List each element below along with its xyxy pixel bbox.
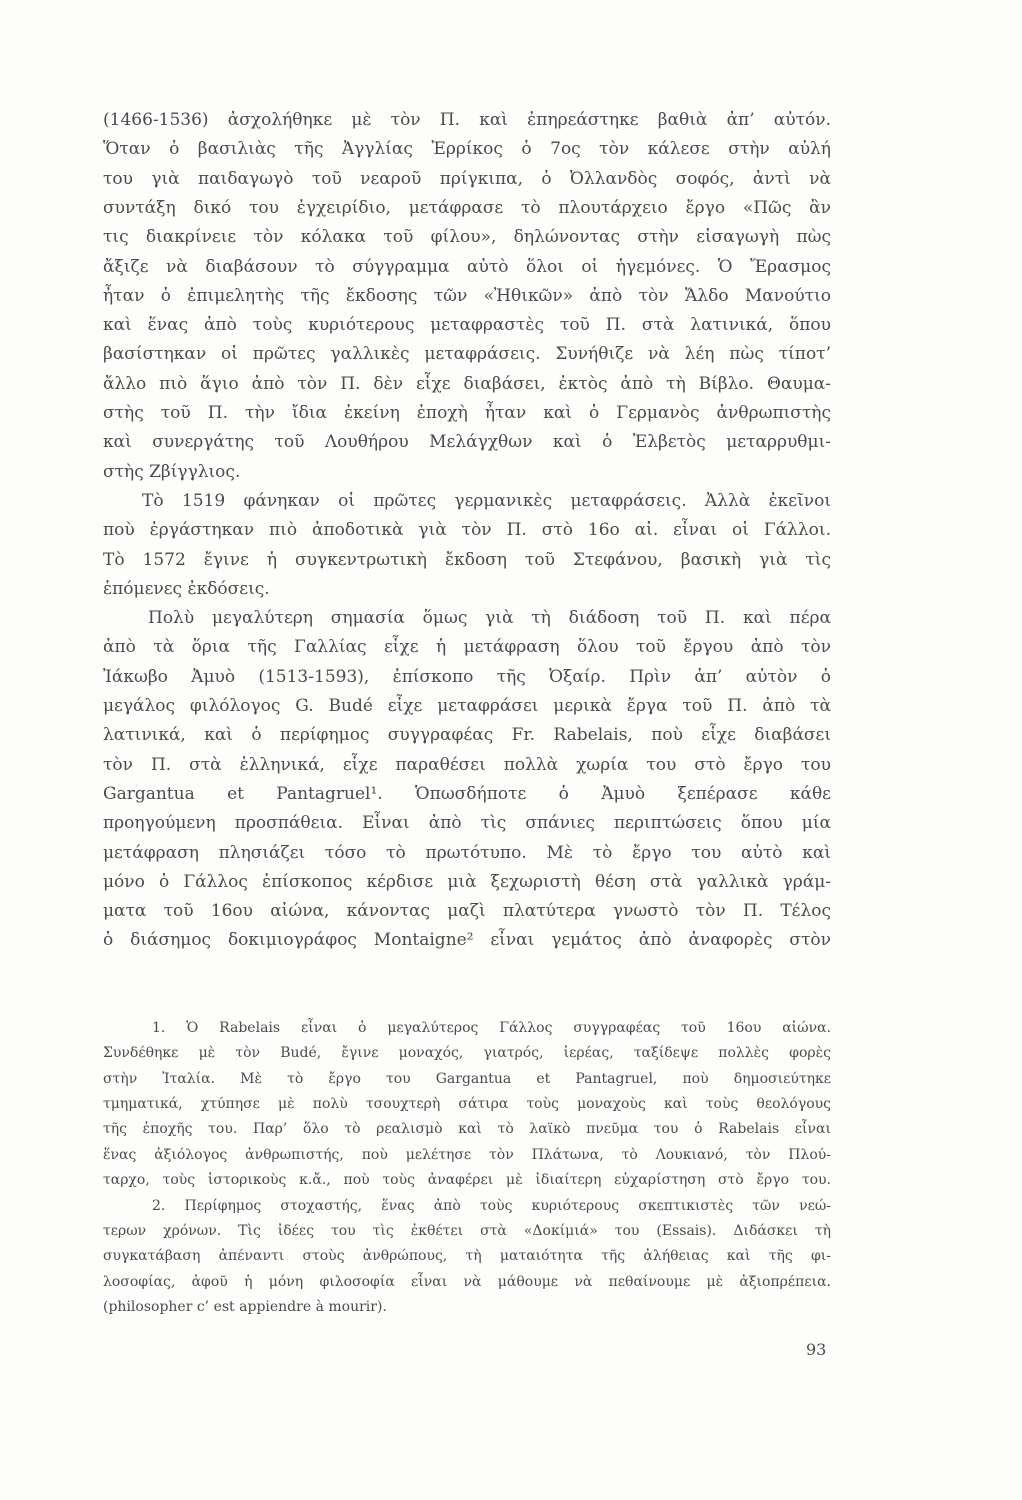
body-line: (1466-1536) ἀσχολήθηκε μὲ τὸν Π. καὶ ἐπηρεάστηκε βαθιὰ ἀπ’ αὐτόν. [103,110,831,130]
footnote-line: τῆς ἐποχῆς του. Παρ’ ὅλο τὸ ρεαλισμὸ καὶ τὸ λαϊκὸ πνεῦμα του ὁ Rabelais εἶναι [103,1121,831,1137]
body-line: ἄλλο πιὸ ἅγιο ἀπὸ τὸν Π. δὲν εἶχε διαβάσει, ἐκτὸς ἀπὸ τὴ Βίβλο. Θαυμα- [103,374,831,394]
footnote-line: 2. Περίφημος στοχαστής, ἕνας ἀπὸ τοὺς κυριότερους σκεπτικιστὲς τῶν νεώ- [152,1198,831,1214]
footnote-line: ταρχο, τοὺς ἱστορικοὺς κ.ἄ., ποὺ τοὺς ἀναφέρει μὲ ἰδιαίτερη εὐχαρίστηση στὸ ἔργο του. [103,1172,831,1188]
body-line: καὶ ἕνας ἀπὸ τοὺς κυριότερους μεταφραστὲς τοῦ Π. στὰ λατινικά, ὅπου [103,315,831,335]
body-line: προηγούμενη προσπάθεια. Εἶναι ἀπὸ τὶς σπάνιες περιπτώσεις ὅπου μία [103,813,831,833]
body-line: μόνο ὁ Γάλλος ἐπίσκοπος κέρδισε μιὰ ξεχωριστὴ θέση στὰ γαλλικὰ γράμ- [103,872,831,892]
body-line: Πολὺ μεγαλύτερη σημασία ὅμως γιὰ τὴ διάδοση τοῦ Π. καὶ πέρα [148,608,831,628]
footnote-line: (philosopher c’ est appiendre à mourir). [103,1299,387,1315]
body-line: στὴς τοῦ Π. τὴν ἴδια ἐκείνη ἐποχὴ ἦταν καὶ ὁ Γερμανὸς ἀνθρωπιστὴς [103,403,831,423]
body-line: τὸν Π. στὰ ἑλληνικά, εἶχε παραθέσει πολλὰ χωρία του στὸ ἔργο του [103,755,831,775]
footnote-line: τμηματικά, χτύπησε μὲ πολὺ τσουχτερὴ σάτιρα τοὺς μοναχοὺς καὶ τοὺς θεολόγους [103,1096,831,1112]
footnote-line: λοσοφίας, ἀφοῦ ἡ μόνη φιλοσοφία εἶναι νὰ μάθουμε νὰ πεθαίνουμε μὲ ἀξιοπρέπεια. [103,1274,831,1290]
page-number: 93 [806,1340,827,1359]
body-line: Τὸ 1572 ἔγινε ἡ συγκεντρωτικὴ ἔκδοση τοῦ Στεφάνου, βασικὴ γιὰ τὶς [103,550,831,570]
body-line: τις διακρίνειε τὸν κόλακα τοῦ φίλου», δηλώνοντας στὴν εἰσαγωγὴ πὼς [103,227,831,247]
body-line: βασίστηκαν οἱ πρῶτες γαλλικὲς μεταφράσεις. Συνήθιζε νὰ λέη πὼς τίποτ’ [103,344,831,364]
footnote-line: συγκατάβαση ἀπέναντι στοὺς ἀνθρώπους, τὴ ματαιότητα τῆς ἀλήθειας καὶ τῆς φι- [103,1248,831,1264]
body-line: του γιὰ παιδαγωγὸ τοῦ νεαροῦ πρίγκιπα, ὁ Ὀλλανδὸς σοφός, ἀντὶ νὰ [103,169,831,189]
footnote-line: στὴν Ἰταλία. Μὲ τὸ ἔργο του Gargantua et Pantagruel, ποὺ δημοσιεύτηκε [103,1071,831,1087]
footnote-line: τερων χρόνων. Τὶς ἰδέες του τὶς ἐκθέτει στὰ «Δοκίμιά» του (Essais). Διδάσκει τὴ [103,1223,831,1239]
body-line: ὁ διάσημος δοκιμιογράφος Montaigne² εἶναι γεμάτος ἀπὸ ἀναφορὲς στὸν [103,930,831,950]
body-line: μεγάλος φιλόλογος G. Budé εἶχε μεταφράσει μερικὰ ἔργα τοῦ Π. ἀπὸ τὰ [103,696,831,716]
body-line: Ὅταν ὁ βασιλιὰς τῆς Ἀγγλίας Ἐρρίκος ὁ 7ος τὸν κάλεσε στὴν αὐλή [103,139,831,159]
body-line: Ἰάκωβο Ἀμυὸ (1513-1593), ἐπίσκοπο τῆς Ὀξαίρ. Πρὶν ἀπ’ αὐτὸν ὁ [103,667,831,687]
body-line: Τὸ 1519 φάνηκαν οἱ πρῶτες γερμανικὲς μεταφράσεις. Ἀλλὰ ἐκεῖνοι [142,491,831,511]
body-line: ἄξιζε νὰ διαβάσουν τὸ σύγγραμμα αὐτὸ ὅλοι οἱ ἡγεμόνες. Ὁ Ἔρασμος [103,257,831,277]
body-line: συντάξη δικό του ἐγχειρίδιο, μετάφρασε τὸ πλουτάρχειο ἔργο «Πῶς ἂν [103,198,831,218]
body-line: ποὺ ἐργάστηκαν πιὸ ἀποδοτικὰ γιὰ τὸν Π. στὸ 16ο αἰ. εἶναι οἱ Γάλλοι. [103,520,831,540]
body-line: στὴς Ζβίγγλιος. [103,462,241,482]
body-line: καὶ συνεργάτης τοῦ Λουθήρου Μελάγχθων καὶ ὁ Ἐλβετὸς μεταρρυθμι- [103,432,831,452]
body-line: ἀπὸ τὰ ὅρια τῆς Γαλλίας εἶχε ἡ μετάφραση ὅλου τοῦ ἔργου ἀπὸ τὸν [103,637,831,657]
body-line: λατινικά, καὶ ὁ περίφημος συγγραφέας Fr. Rabelais, ποὺ εἶχε διαβάσει [103,725,831,745]
body-line: ματα τοῦ 16ου αἰώνα, κάνοντας μαζὶ πλατύτερα γνωστὸ τὸν Π. Τέλος [103,901,831,921]
footnote-line: Συνδέθηκε μὲ τὸν Budé, ἔγινε μοναχός, γιατρός, ἱερέας, ταξίδεψε πολλὲς φορὲς [103,1045,831,1061]
body-line: ἦταν ὁ ἐπιμελητὴς τῆς ἔκδοσης τῶν «Ἠθικῶν» ἀπὸ τὸν Ἄλδο Μανούτιο [103,286,831,306]
body-line: Gargantua et Pantagruel¹. Ὁπωσδήποτε ὁ Ἀμυὸ ξεπέρασε κάθε [103,784,831,804]
footnote-line: 1. Ὁ Rabelais εἶναι ὁ μεγαλύτερος Γάλλος συγγραφέας τοῦ 16ου αἰώνα. [152,1020,831,1036]
body-line: ἑπόμενες ἐκδόσεις. [103,579,270,599]
footnote-line: ἕνας ἀξιόλογος ἀνθρωπιστής, ποὺ μελέτησε τὸν Πλάτωνα, τὸ Λουκιανό, τὸν Πλού- [103,1147,831,1163]
body-line: μετάφραση πλησιάζει τόσο τὸ πρωτότυπο. Μὲ τὸ ἔργο του αὐτὸ καὶ [103,843,831,863]
